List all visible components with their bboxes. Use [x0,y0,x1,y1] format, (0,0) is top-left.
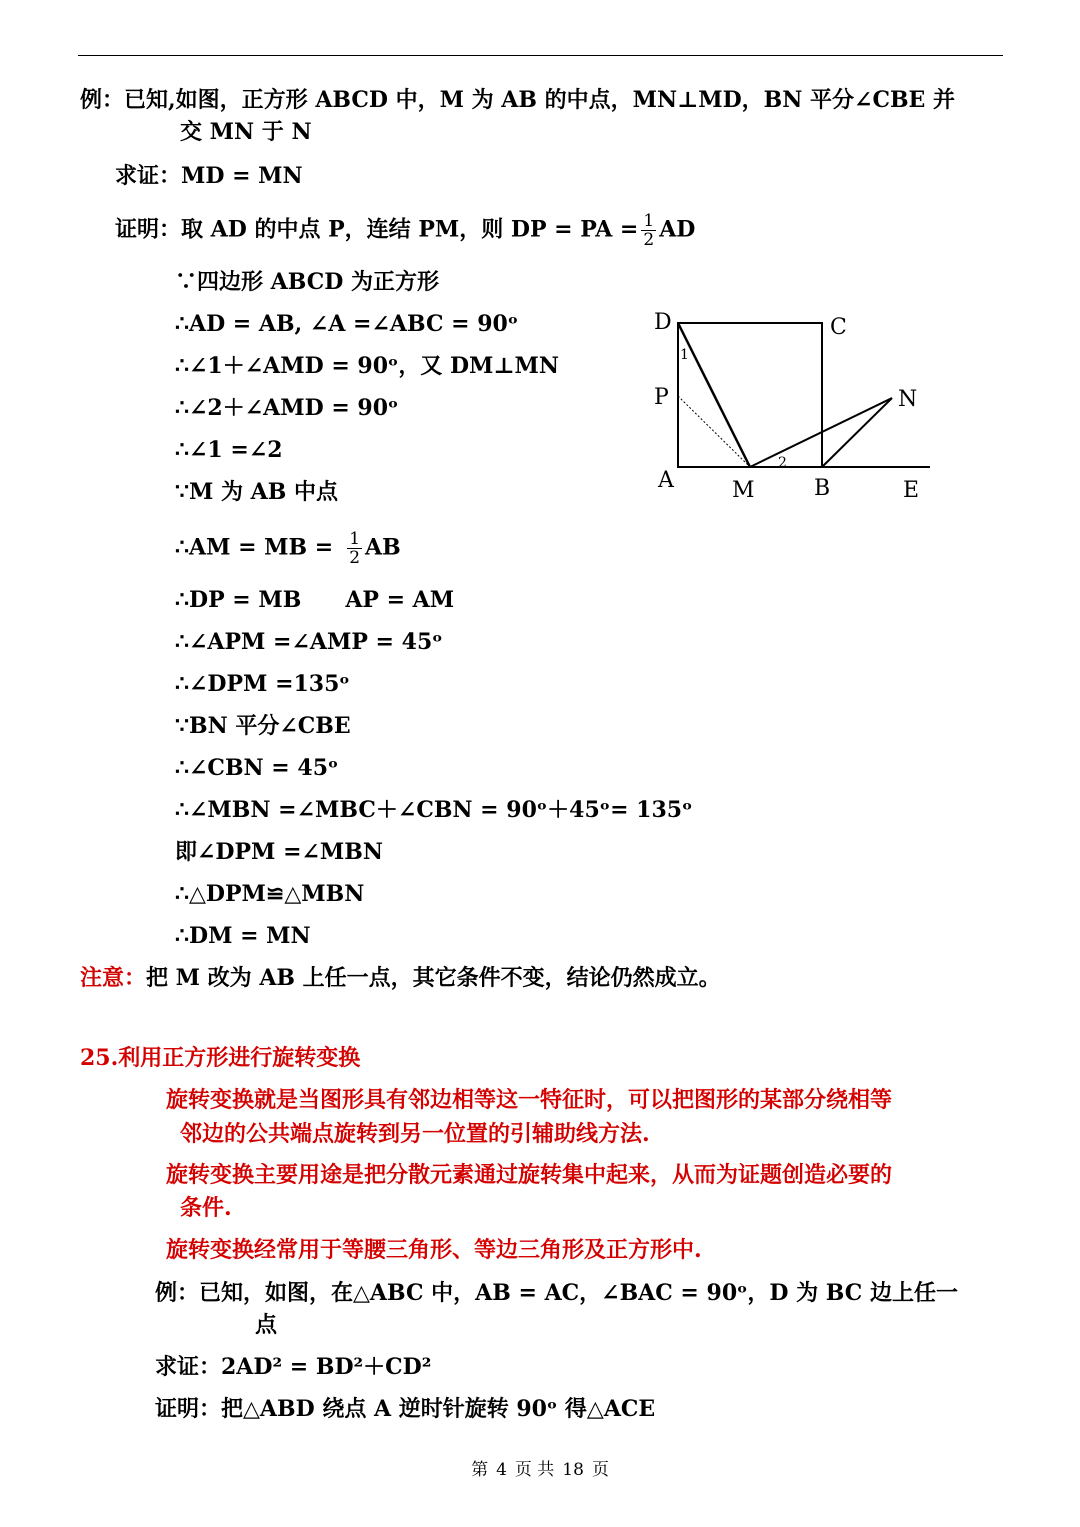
proof-line: 即∠DPM =∠MBN [175,839,383,865]
example2-statement-cont: 点 [255,1312,278,1338]
proof-line: ∵BN 平分∠CBE [175,713,351,739]
definition-line: 邻边的公共端点旋转到另一位置的引辅助线方法. [180,1121,650,1147]
example2-statement: 例：已知，如图，在△ABC 中，AB = AC，∠BAC = 90ᵒ，D 为 BC 边上任一 [155,1280,958,1306]
proof-line: ∵M 为 AB 中点 [175,479,338,505]
example-statement-cont: 交 MN 于 N [180,119,312,145]
label-p: P [654,385,669,410]
proof-line: ∴∠DPM =135ᵒ [175,671,350,697]
note-label: 注意： [80,965,147,991]
label-c: C [830,315,847,340]
definition-line: 旋转变换经常用于等腰三角形、等边三角形及正方形中. [166,1237,702,1263]
page-total: 18 [562,1460,584,1480]
page-footer: 第 4 页 共 18 页 [471,1460,609,1480]
label-n: N [898,387,918,412]
proof-line: ∴∠1＋∠AMD = 90ᵒ，又 DM⊥MN [175,353,559,379]
segment-pm [678,396,750,467]
note [80,964,721,992]
label-a: A [658,468,674,493]
segment-bn [822,398,892,467]
prove-statement: 求证：MD = MN [115,163,303,189]
fraction-half: $\frac{1}{2}$ [349,529,361,568]
proof-line: ∴DM = MN [175,923,311,949]
geometry-figure [640,300,940,510]
proof-line: ∴∠CBN = 45ᵒ [175,755,339,781]
proof-line: ∴∠APM =∠AMP = 45ᵒ [175,629,443,655]
note-text: 把 M 改为 AB 上任一点，其它条件不变，结论仍然成立。 [146,965,721,991]
proof-start: 证明：取 AD 的中点 P，连结 PM，则 DP = PA = $\frac{1}{2}$ AD [115,211,696,250]
page-number: 4 [496,1460,507,1480]
definition-line: 旋转变换主要用途是把分散元素通过旋转集中起来，从而为证题创造必要的 [166,1162,893,1188]
proof-line: ∵四边形 ABCD 为正方形 [175,269,439,295]
proof-line: ∴∠MBN =∠MBC＋∠CBN = 90ᵒ＋45ᵒ= 135ᵒ [175,797,693,823]
example-statement: 例：已知,如图，正方形 ABCD 中，M 为 AB 的中点，MN⊥MD，BN 平分∠CBE 并 [80,87,955,113]
label-e: E [903,478,920,503]
fraction-half: $\frac{1}{2}$ [643,211,655,250]
definition-line: 旋转变换就是当图形具有邻边相等这一特征时，可以把图形的某部分绕相等 [166,1087,893,1113]
section-title: 25.利用正方形进行旋转变换 [80,1045,361,1071]
proof-line: ∴∠2＋∠AMD = 90ᵒ [175,395,399,421]
label-m: M [732,478,755,503]
header-rule [78,55,1003,56]
label-angle-2: 2 [778,455,787,471]
label-angle-1: 1 [680,347,689,363]
label-b: B [814,476,831,501]
example2-prove: 求证：2AD² = BD²＋CD² [155,1354,432,1380]
label-d: D [654,310,672,335]
square-abcd [678,323,822,467]
segment-dm [678,323,750,467]
proof-line: ∴∠1 =∠2 [175,437,283,463]
proof-line: ∴△DPM≌△MBN [175,881,365,907]
proof-line: ∴AD = AB, ∠A =∠ABC = 90ᵒ [175,311,519,337]
definition-line: 条件. [180,1195,232,1221]
proof-line: ∴AM = MB = $\frac{1}{2}$ AB [175,529,401,568]
proof-line: ∴DP = MB AP = AM [175,587,455,613]
example2-proof: 证明：把△ABD 绕点 A 逆时针旋转 90ᵒ 得△ACE [155,1396,656,1422]
